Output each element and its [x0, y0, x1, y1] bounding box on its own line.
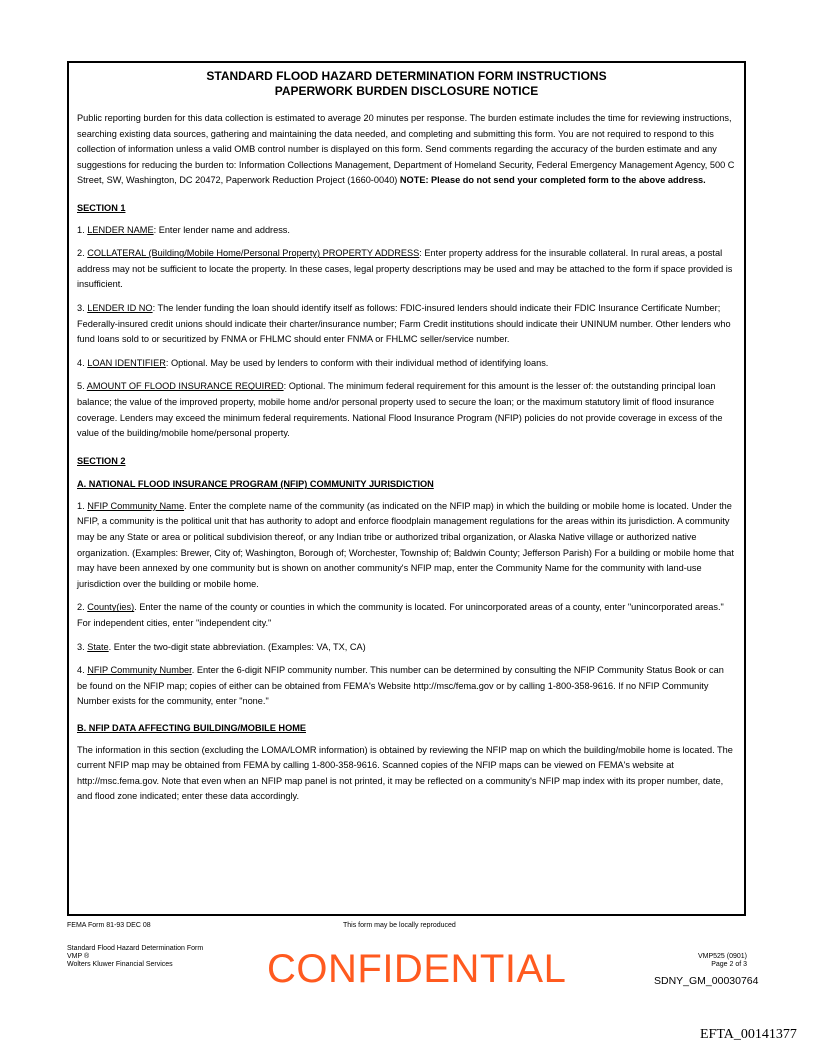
burden-notice	[77, 111, 736, 189]
form-frame	[67, 61, 746, 916]
section1-item-4: 4. LOAN IDENTIFIER: Optional. May be used by lenders to conform with their individual method of identifying loans.	[77, 357, 549, 368]
item-term: NFIP Community Name	[87, 500, 185, 511]
burden-notice-note: NOTE: Please do not send your completed form to the above address.	[399, 175, 706, 186]
section1-heading: SECTION 1	[77, 202, 126, 213]
section2-heading: SECTION 2	[77, 455, 126, 466]
item-term: LENDER ID NO	[87, 302, 153, 313]
efta-number: EFTA_00141377	[700, 1027, 797, 1042]
section2a-item-4: 4. NFIP Community Number. Enter the 6-digit NFIP community number. This number can be determined by consulting the NFIP Community Status Book or can be found on the NFIP map; copies of either can be obtained from FEMA's Website http://msc/fema.gov or by calling 1-800-358-9616. If no NFIP Community Number exists for the community, enter "none."	[77, 665, 724, 707]
item-term: LOAN IDENTIFIER	[87, 357, 166, 368]
form-subtitle: PAPERWORK BURDEN DISCLOSURE NOTICE	[274, 84, 539, 98]
section1-item-3: 3. LENDER ID NO: The lender funding the loan should identify itself as follows: FDIC-insured lenders should indicate their FDIC Insurance Certificate Number; Federally-insured credit unions should indicate their charter/insurance number; Farm Credit institutions should indicate their UNINUM number. Other lenders who fund loans sold to or securitized by FNMA or FHLMC should enter FNMA or FHLMC seller/service number.	[77, 302, 731, 345]
company-name: Wolters Kluwer Financial Services	[67, 961, 173, 968]
confidential-stamp: CONFIDENTIAL	[267, 947, 567, 991]
reproduce-note: This form may be locally reproduced	[343, 922, 456, 929]
section1-item-1: 1. LENDER NAME: Enter lender name and address.	[77, 224, 290, 235]
item-term: AMOUNT OF FLOOD INSURANCE REQUIRED	[86, 381, 284, 392]
vmp-mark: VMP ®	[67, 953, 90, 960]
section2a-item-3: 3. State. Enter the two-digit state abbreviation. (Examples: VA, TX, CA)	[77, 641, 366, 652]
section2a-heading: A. NATIONAL FLOOD INSURANCE PROGRAM (NFIP) COMMUNITY JURISDICTION	[77, 479, 434, 490]
section1-item-2: 2. COLLATERAL (Building/Mobile Home/Personal Property) PROPERTY ADDRESS: Enter property address for the insurable collateral. In rural areas, a postal address may not be sufficient to locate the property. In these cases, legal property descriptions may be used and may be attached to the form if space provided is insufficient.	[77, 248, 733, 290]
item-term: LENDER NAME	[87, 224, 154, 235]
form-title: STANDARD FLOOD HAZARD DETERMINATION FORM INSTRUCTIONS	[206, 69, 607, 83]
form-name: Standard Flood Hazard Determination Form	[67, 945, 204, 952]
item-term: COLLATERAL (Building/Mobile Home/Personal Property) PROPERTY ADDRESS	[87, 248, 420, 259]
section1-item-5: 5. AMOUNT OF FLOOD INSURANCE REQUIRED: Optional. The minimum federal requirement for this amount is the lesser of: the outstanding principal loan balance; the value of the improved property, mobile home and/or personal property used to secure the loan; or the maximum statutory limit of flood insurance coverage. Lenders may exceed the minimum federal requirements. National Flood Insurance Program (NFIP) policies do not provide coverage in excess of the value of the building/mobile home/personal property.	[77, 381, 723, 439]
section2b-text: The information in this section (excluding the LOMA/LOMR information) is obtained by reviewing the NFIP map on which the building/mobile home is located. The current NFIP map may be obtained from FEMA by calling 1-800-358-9616. Scanned copies of the NFIP maps can be viewed on FEMA's website at http://msc.fema.gov. Note that even when an NFIP map panel is not printed, it may be reflected on a community's NFIP map index with its proper number, date, and flood zone indicated; enter these data accordingly.	[77, 744, 733, 802]
bates-number: SDNY_GM_00030764	[654, 975, 759, 987]
section2a-item-2: 2. County(ies). Enter the name of the county or counties in which the community is located. For unincorporated areas of a county, enter "unincorporated areas." For independent cities, enter "independent city."	[77, 602, 724, 629]
item-term: County(ies)	[87, 602, 135, 613]
form-id: FEMA Form 81-93 DEC 08	[67, 922, 151, 929]
item-term: State	[87, 641, 109, 652]
section2b-heading: B. NFIP DATA AFFECTING BUILDING/MOBILE HOME	[77, 723, 306, 733]
page-number: Page 2 of 3	[711, 961, 747, 968]
item-term: NFIP Community Number	[87, 665, 192, 676]
section2a-item-1: 1. NFIP Community Name. Enter the complete name of the community (as indicated on the NFIP map) in which the building or mobile home is located. Under the NFIP, a community is the political unit that has authority to adopt and enforce floodplain management regulations for the areas within its jurisdiction. A community may be any State or area or political subdivision thereof, or any Indian tribe or authorized tribal organization, or Alaska Native village or authorized native organization. (Examples: Brewer, City of; Washington, Borough of; Worchester, Township of; Baldwin County; Jefferson Parish) For a building or mobile home that may have been annexed by one community but is shown on another community's NFIP map, enter the Community Name for the community with land-use jurisdiction over the building or mobile home.	[77, 500, 734, 589]
burden-notice-text: Public reporting burden for this data collection is estimated to average 20 minutes per response. The burden estimate includes the time for reviewing instructions, searching existing data sources, gathering and maintaining the data needed, and completing and submitting this form. You are not required to respond to this collection of information unless a valid OMB control number is displayed on this form. Send comments regarding the accuracy of the burden estimate and any suggestions for reducing the burden to: Information Collections Management, Department of Homeland Security, Federal Emergency Management Agency, 500 C Street, SW, Washington, DC 20472, Paperwork Reduction Project (1660-0040)	[77, 113, 735, 186]
vmp-code: VMP525 (0901)	[697, 953, 747, 960]
